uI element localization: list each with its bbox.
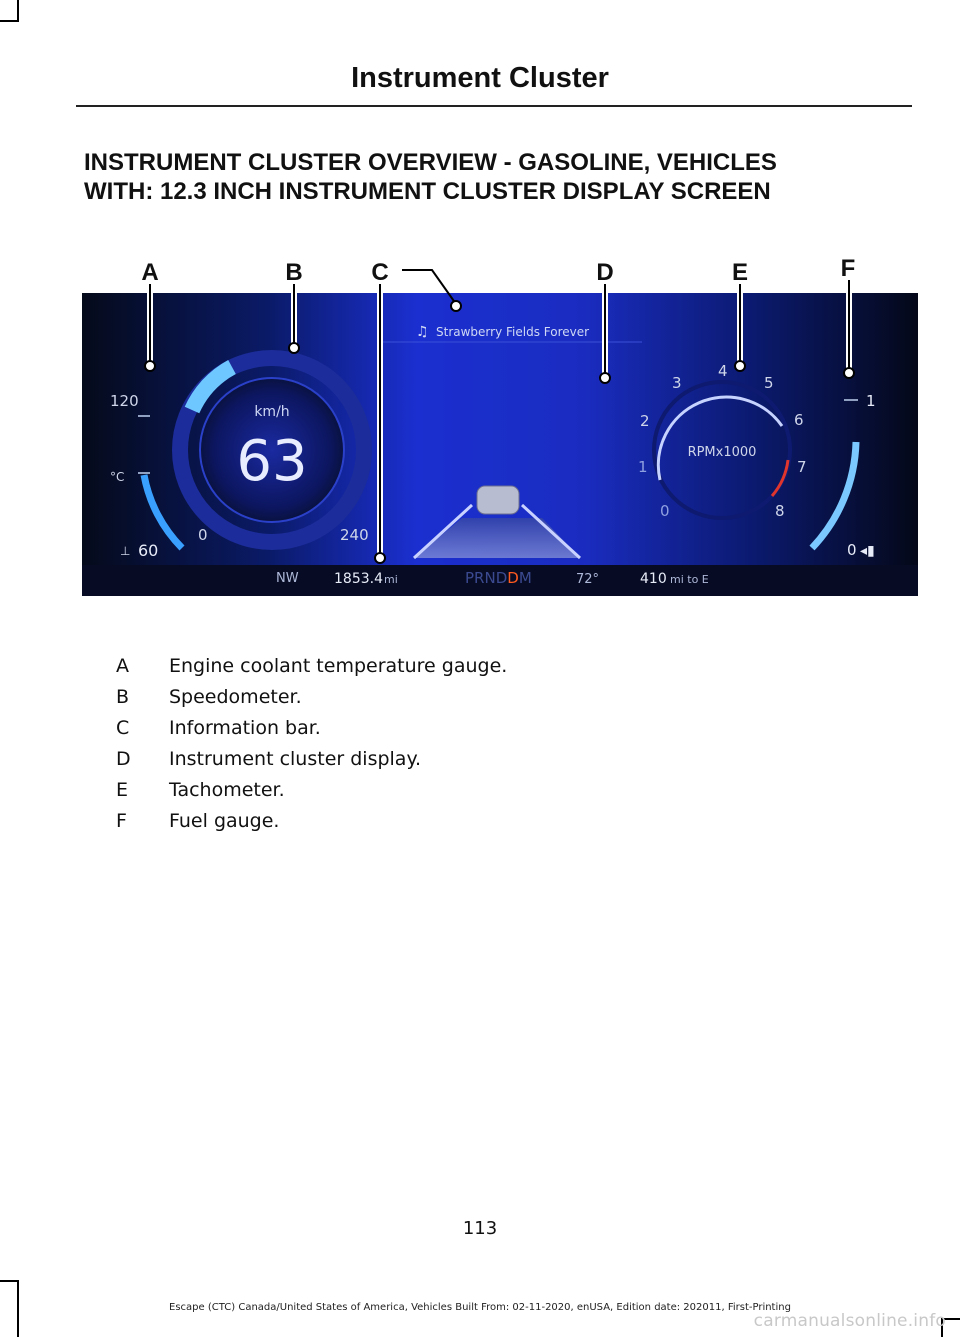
callout-label-f: F: [840, 255, 856, 282]
watermark: carmanualsonline.info: [753, 1311, 946, 1331]
legend-text: Engine coolant temperature gauge.: [169, 655, 508, 677]
rpm-tick-7: 7: [797, 458, 807, 476]
info-range: 410: [640, 571, 667, 587]
legend-text: Information bar.: [169, 717, 321, 739]
callout-dot-b: [289, 343, 299, 353]
callout-label-c: C: [371, 259, 389, 286]
page-number: 113: [462, 1218, 498, 1239]
legend-key: E: [116, 779, 129, 801]
gear-active: D: [507, 569, 519, 587]
speed-value: 63: [236, 429, 308, 494]
callout-dot-e: [735, 361, 745, 371]
info-heading: NW: [276, 571, 299, 586]
speed-min-label: 0: [198, 526, 208, 544]
callout-dot-c-song: [451, 301, 461, 311]
legend-item: [110, 748, 810, 779]
info-odometer: 1853.4: [334, 571, 383, 587]
speed-unit: km/h: [254, 404, 290, 420]
rpm-tick-4: 4: [718, 362, 728, 380]
callout-dot-d: [600, 373, 610, 383]
rpm-tick-6: 6: [794, 411, 804, 429]
callout-label-d: D: [596, 259, 614, 286]
legend-key: F: [116, 810, 127, 832]
fuel-empty-label: 0: [847, 541, 857, 559]
cluster-illustration: [82, 250, 918, 596]
crop-mark: [0, 20, 19, 22]
rpm-tick-3: 3: [672, 374, 682, 392]
callout-label-b: B: [285, 259, 303, 286]
legend-item: [110, 686, 810, 717]
info-odometer-unit: mi: [384, 573, 398, 586]
legend-item: [110, 810, 810, 841]
callout-label-a: A: [141, 259, 159, 286]
page-title: Instrument Cluster: [351, 62, 609, 94]
info-temperature: 72°: [576, 572, 600, 587]
rpm-tick-1: 1: [638, 458, 648, 476]
legend-item: [110, 655, 810, 686]
page-footer: Escape (CTC) Canada/United States of America, Vehicles Built From: 02-11-2020, enUSA, Edition date: 202011, First-Printing: [169, 1302, 791, 1313]
legend-item: [110, 779, 810, 810]
fuel-pump-icon: ◂▮: [860, 543, 875, 559]
rpm-tick-2: 2: [640, 412, 650, 430]
rpm-tick-0: 0: [660, 502, 670, 520]
coolant-unit-label: °C: [110, 470, 125, 484]
legend-key: D: [116, 748, 131, 770]
coolant-icon: ⊥: [120, 544, 131, 558]
section-heading-line-2: WITH: 12.3 INCH INSTRUMENT CLUSTER DISPLAY SCREEN: [84, 178, 771, 205]
legend-key: A: [116, 655, 129, 677]
callout-dot-f: [844, 368, 854, 378]
callout-dot-c: [375, 553, 385, 563]
legend-text: Speedometer.: [169, 686, 302, 708]
info-range-unit: mi to E: [670, 573, 709, 586]
legend-key: C: [116, 717, 130, 739]
callout-dot-a: [145, 361, 155, 371]
tachometer-label: RPMx1000: [687, 445, 757, 460]
gear-prnd: PRND: [465, 569, 508, 587]
legend-text: Fuel gauge.: [169, 810, 280, 832]
title-divider: [76, 105, 912, 107]
callout-label-e: E: [731, 259, 749, 286]
legend-text: Tachometer.: [169, 779, 285, 801]
fuel-full-label: 1: [866, 392, 876, 410]
legend-text: Instrument cluster display.: [169, 748, 422, 770]
vehicle-icon: [477, 486, 519, 514]
coolant-low-label: 60: [138, 541, 159, 560]
gear-selector: [465, 569, 532, 587]
rpm-tick-5: 5: [764, 374, 774, 392]
legend-item: [110, 717, 810, 748]
gear-manual: M: [518, 569, 532, 587]
legend-key: B: [116, 686, 130, 708]
figure-legend: [110, 655, 810, 841]
crop-mark: [17, 0, 19, 20]
speed-max-label: 240: [340, 526, 369, 544]
section-heading: [84, 148, 884, 206]
song-title: Strawberry Fields Forever: [436, 325, 590, 339]
coolant-high-label: 120: [110, 392, 139, 410]
instrument-cluster-figure: [82, 250, 918, 596]
section-heading-line-1: INSTRUMENT CLUSTER OVERVIEW - GASOLINE, VEHICLES: [84, 149, 777, 176]
rpm-tick-8: 8: [775, 502, 785, 520]
music-note-icon: ♫: [416, 324, 429, 340]
